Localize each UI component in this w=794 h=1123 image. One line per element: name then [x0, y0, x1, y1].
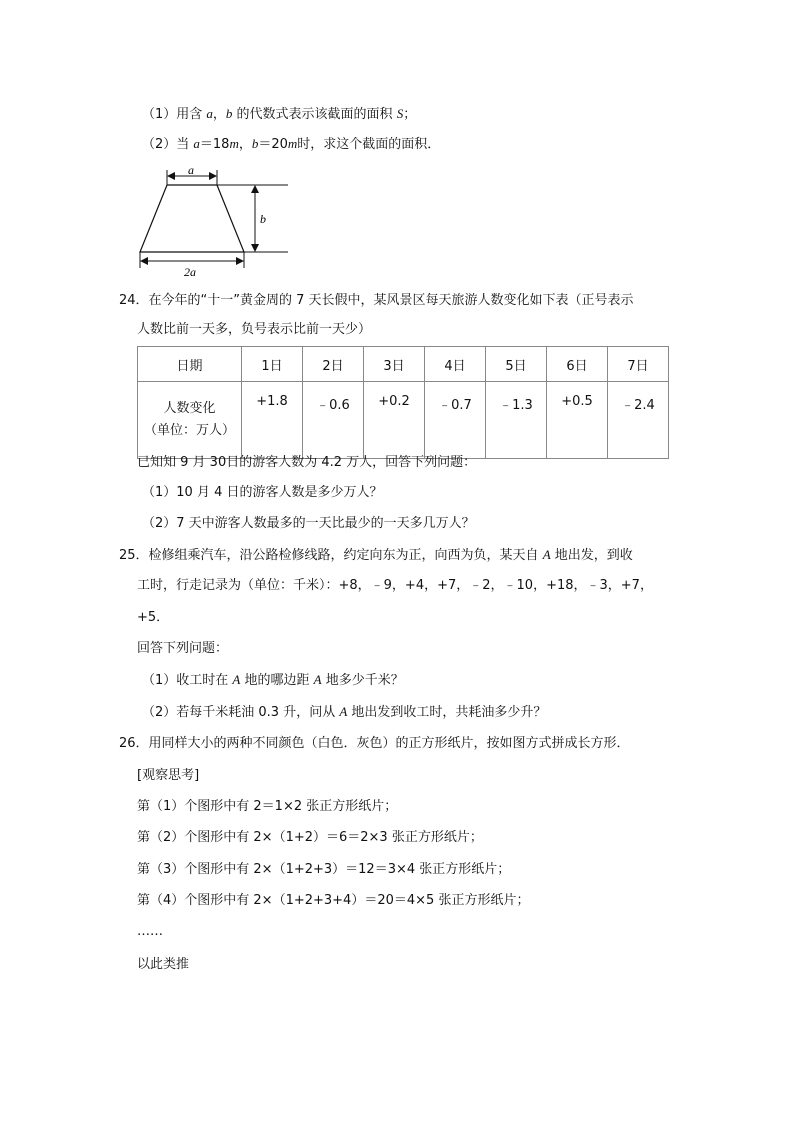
- q23-part2-eq1: ＝18: [199, 137, 230, 152]
- label-b: b: [260, 212, 266, 226]
- var-A: A: [339, 704, 348, 719]
- table-row: [138, 382, 669, 459]
- q23-part1-sep: ，: [212, 107, 226, 122]
- q24-sub1: （1）10 月 4 日的游客人数是多少万人？: [142, 485, 383, 500]
- visitor-change-table: [137, 346, 669, 459]
- table-cell: ﹣0.6: [303, 382, 364, 459]
- table-row-label: [138, 382, 242, 459]
- q24-known: 已知知 9 月 30日的游客人数为 4.2 万人，回答下列问题：: [137, 455, 477, 470]
- unit-m: m: [229, 136, 239, 151]
- q26-line1: 26．用同样大小的两种不同颜色（白色．灰色）的正方形纸片，按如图方式拼成长方形．: [119, 736, 630, 751]
- q25-line3: +5．: [137, 610, 170, 625]
- q25-answer: 回答下列问题：: [137, 641, 229, 656]
- q23-part2-end: 时，求这个截面的面积．: [297, 137, 441, 152]
- var-A: A: [232, 672, 241, 687]
- q25-line1-prefix: 25．检修组乘汽车，沿公路检修线路，约定向东为正，向西为负，某天自: [119, 548, 543, 563]
- table-cell: ﹣0.7: [425, 382, 486, 459]
- table-header-cell: 7日: [608, 347, 669, 382]
- q25-sub2-a: （2）若每千米耗油 0.3 升，问从: [142, 705, 340, 720]
- row-label-line2: （单位：万人）: [143, 423, 235, 438]
- table-header-cell: 2日: [303, 347, 364, 382]
- q25-sub1-a: （1）收工时在: [142, 673, 233, 688]
- q26-analogy: 以此类推: [137, 957, 190, 972]
- q24-line2: 人数比前一天多，负号表示比前一天少）: [137, 322, 372, 337]
- table-header-cell: 6日: [547, 347, 608, 382]
- q23-part2-prefix: （2）当: [142, 137, 194, 152]
- q24-line1: 24．在今年的“十一”黄金周的 7 天长假中，某风景区每天旅游人数变化如下表（正号表示: [119, 293, 634, 308]
- table-cell: ﹣2.4: [608, 382, 669, 459]
- q25-sub2: [142, 702, 546, 723]
- q25-sub1-b: 地的哪边距: [240, 673, 314, 688]
- q25-sub1-c: 地多少千米？: [321, 673, 404, 688]
- table-header-cell: 4日: [425, 347, 486, 382]
- q26-item1: 第（1）个图形中有 2＝1×2 张正方形纸片；: [137, 799, 398, 814]
- label-2a: 2a: [184, 265, 196, 279]
- label-a: a: [188, 163, 194, 177]
- table-cell: +0.2: [364, 382, 425, 459]
- var-a: a: [206, 106, 213, 121]
- q25-line1: [119, 545, 633, 566]
- q23-part2: [142, 134, 440, 155]
- var-b: b: [225, 106, 233, 121]
- table-cell: +1.8: [242, 382, 303, 459]
- q24-sub2: （2）7 天中游客人数最多的一天比最少的一天多几万人？: [142, 516, 475, 531]
- table-cell: ﹣1.3: [486, 382, 547, 459]
- q23-part1-mid: 的代数式表示该截面的面积: [232, 107, 397, 122]
- q26-item4: 第（4）个图形中有 2×（1+2+3+4）＝20＝4×5 张正方形纸片；: [137, 893, 530, 908]
- q23-part1: [142, 104, 416, 125]
- q25-sub1: [142, 670, 404, 691]
- table-header-cell: 5日: [486, 347, 547, 382]
- q25-line2: 工时，行走记录为（单位：千米）：+8，﹣9，+4，+7，﹣2，﹣10，+18，﹣3，+7，: [137, 578, 653, 593]
- unit-m: m: [287, 136, 298, 151]
- q23-part2-comma: ，: [238, 137, 252, 152]
- table-cell: +0.5: [547, 382, 608, 459]
- q25-line1-suffix: 地出发，到收: [550, 548, 633, 563]
- row-label-line1: 人数变化: [163, 401, 216, 416]
- trapezoid-shape: [140, 185, 244, 252]
- q26-item2: 第（2）个图形中有 2×（1+2）＝6＝2×3 张正方形纸片；: [137, 830, 483, 845]
- table-header-cell: 1日: [242, 347, 303, 382]
- table-header-row: [138, 347, 669, 382]
- trapezoid-figure: [130, 160, 300, 280]
- var-s: S: [396, 106, 404, 121]
- table-header-cell: 日期: [138, 347, 242, 382]
- q26-ellipsis: ……: [137, 924, 163, 939]
- var-A: A: [542, 547, 551, 562]
- q26-observe: [观察思考]: [137, 768, 200, 783]
- q26-item3: 第（3）个图形中有 2×（1+2+3）＝12＝3×4 张正方形纸片；: [137, 862, 511, 877]
- q23-part1-end: ；: [403, 107, 417, 122]
- q25-sub2-b: 地出发到收工时，共耗油多少升？: [347, 705, 547, 720]
- q23-part1-prefix: （1）用含: [142, 107, 207, 122]
- var-a: a: [193, 136, 200, 151]
- table-header-cell: 3日: [364, 347, 425, 382]
- var-A: A: [313, 672, 322, 687]
- var-b: b: [251, 136, 259, 151]
- q23-part2-eq2: ＝20: [258, 137, 288, 152]
